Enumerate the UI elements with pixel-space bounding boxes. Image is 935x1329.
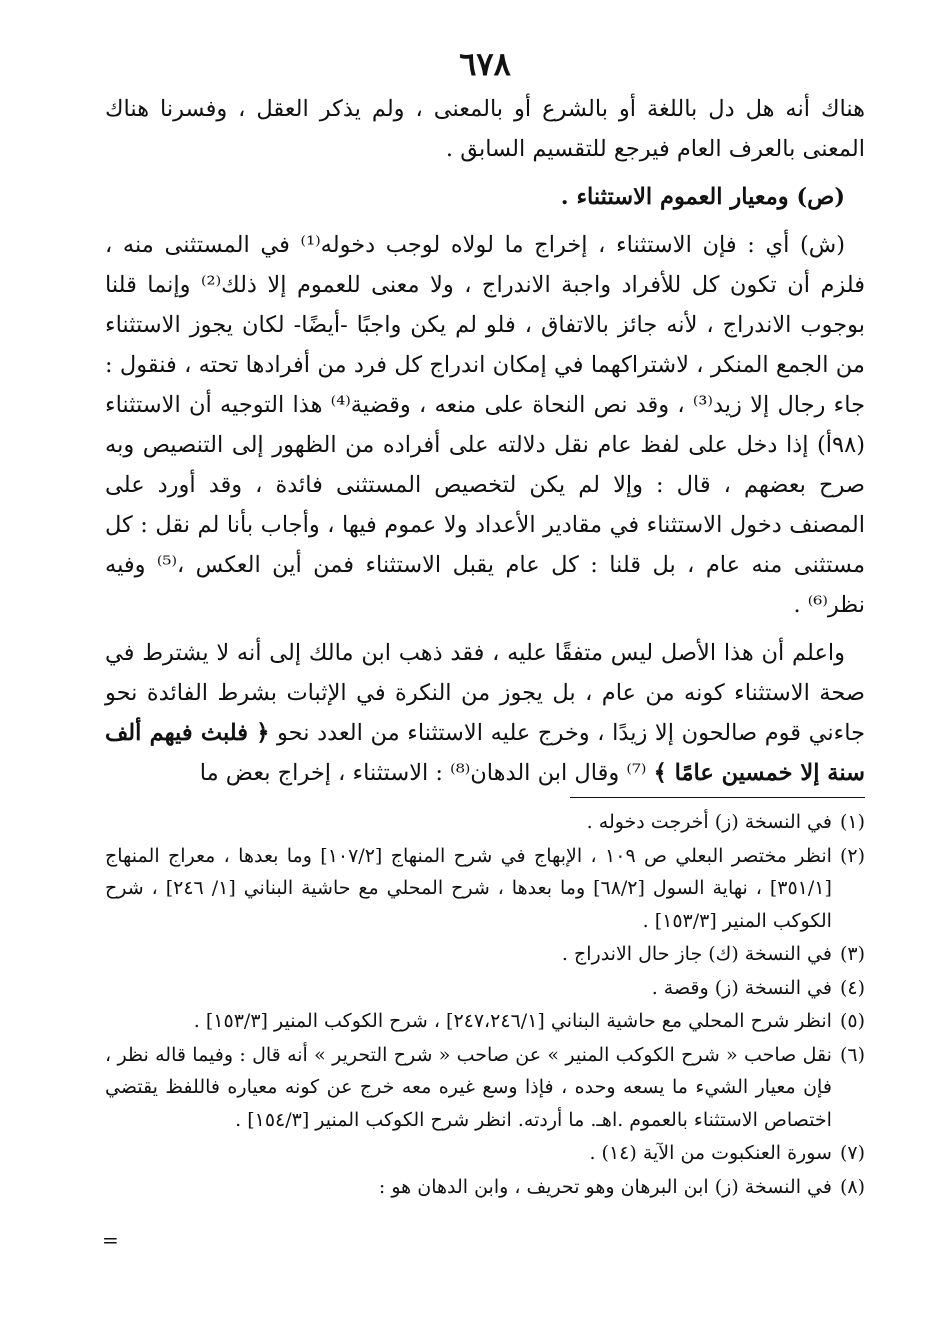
footnote-text: في النسخة (ز) أخرجت دخوله .: [586, 811, 832, 833]
footnote-number: (٢): [839, 844, 865, 867]
paragraph-continued: هناك أنه هل دل باللغة أو بالشرع أو بالمعنى ، ولم يذكر العقل ، وفسرنا هناك المعنى بالعرف العام فيرجع للتقسيم السابق .: [105, 96, 865, 162]
footnote-number: (٨): [839, 1175, 865, 1198]
footnote-text: سورة العنكبوت من الآية (١٤) .: [589, 1142, 832, 1164]
continuation-mark: =: [102, 1228, 119, 1252]
footnote: [105, 1005, 865, 1038]
paragraph-commentary: (ش) أي : فإن الاستثناء ، إخراج ما لولاه لوجب دخوله⁽¹⁾ في المستثنى منه ، فلزم أن تكون كل للأفراد واجبة الاندراج ، ولا معنى للعموم إلا ذلك⁽²⁾ وإنما قلنا بوجوب الاندراج ، لأنه جائز بالاتفاق ، فلو لم يكن واجبًا -أيضًا- لكان يجوز الاستثناء من الجمع المنكر ، لاشتراكهما في إمكان اندراج كل فرد من أفرادها تحته ، فنقول : جاء رجال إلا زيد⁽³⁾ ، وقد نص النحاة على منعه ، وقضية⁽⁴⁾ هذا التوجيه أن الاستثناء (٩٨أ) إذا دخل على لفظ عام نقل دلالته على أفراده من الظهور إلى التنصيص وبه صرح بعضهم ، قال : وإلا لم يكن لتخصيص المستثنى فائدة ، وقد أورد على المصنف دخول الاستثناء في مقادير الأعداد ولا عموم فيها ، وأجاب بأنا لم نقل : كل مستثنى منه عام ، بل قلنا : كل عام يقبل الاستثناء فمن أين العكس ،⁽⁵⁾ وفيه نظر⁽⁶⁾ .: [105, 232, 865, 618]
section-heading: (ص) ومعيار العموم الاستثناء .: [560, 184, 845, 210]
document-page: [105, 45, 865, 1204]
page-number: ٦٧٨: [459, 45, 511, 83]
footnote: [105, 972, 865, 1005]
footnote-text: في النسخة (ز) وقصة .: [651, 976, 832, 999]
footnote-number: (٦): [839, 1043, 865, 1066]
main-text: [105, 89, 865, 793]
footnote-text: في النسخة (ز) ابن البرهان وهو تحريف ، وابن الدهان هو :: [378, 1175, 832, 1198]
footnote: [105, 840, 865, 938]
footnote-text: نقل صاحب « شرح الكوكب المنير » عن صاحب « شرح التحرير » أنه قال : وفيما قاله نظر ، فإن معيار الشيء ما يسعه وحده ، فإذا وسع غيره معه خرج عن كونه معياره فاللفظ يقتضي اختصاص الاستثناء بالعموم .اهـ. ما أردته. انظر شرح الكوكب المنير [١٥٤/٣] .: [105, 1043, 832, 1131]
footnote-text: انظر شرح المحلي مع حاشية البناني [٢٤٧،٢٤٦/١] ، شرح الكوكب المنير [١٥٣/٣] .: [193, 1010, 832, 1032]
paragraph-note: [105, 633, 865, 793]
paragraph-text-end: ⁽⁷⁾ وقال ابن الدهان⁽⁸⁾ : الاستثناء ، إخراج بعض ما: [199, 760, 647, 786]
footnote-number: (٧): [839, 1142, 865, 1164]
quran-verse: ﴿ فلبث فيهم ألف سنة إلا خمسين عامًا ﴾: [105, 720, 865, 786]
footnote: [105, 1137, 865, 1170]
footnote: [105, 1039, 865, 1137]
footnote-number: (٥): [839, 1010, 865, 1032]
footnote-divider: [570, 797, 865, 798]
footnote: [105, 806, 865, 839]
footnote: [105, 938, 865, 971]
footnotes: [105, 806, 865, 1203]
footnote-text: في النسخة (ك) جاز حال الاندراج .: [561, 943, 832, 965]
footnote-number: (٣): [839, 943, 865, 965]
footnote: [105, 1171, 865, 1204]
paragraph-text: واعلم أن هذا الأصل ليس متفقًا عليه ، فقد ذهب ابن مالك إلى أنه لا يشترط في صحة الاستثناء كونه من عام ، بل يجوز من النكرة في الإثبات بشرط الفائدة نحو جاءني قوم صالحون إلا زيدًا ، وخرج عليه الاستثناء من العدد نحو: [105, 640, 865, 746]
footnote-number: (٤): [839, 976, 865, 999]
footnote-text: انظر مختصر البعلي ص ١٠٩ ، الإبهاج في شرح المنهاج [١٠٧/٢] وما بعدها ، معراج المنهاج [٣٥١/١] ، نهاية السول [٦٨/٢] وما بعدها ، شرح المحلي مع حاشية البناني [١/ ٢٤٦] ، شرح الكوكب المنير [١٥٣/٣] .: [105, 844, 832, 932]
footnote-number: (١): [839, 811, 865, 833]
